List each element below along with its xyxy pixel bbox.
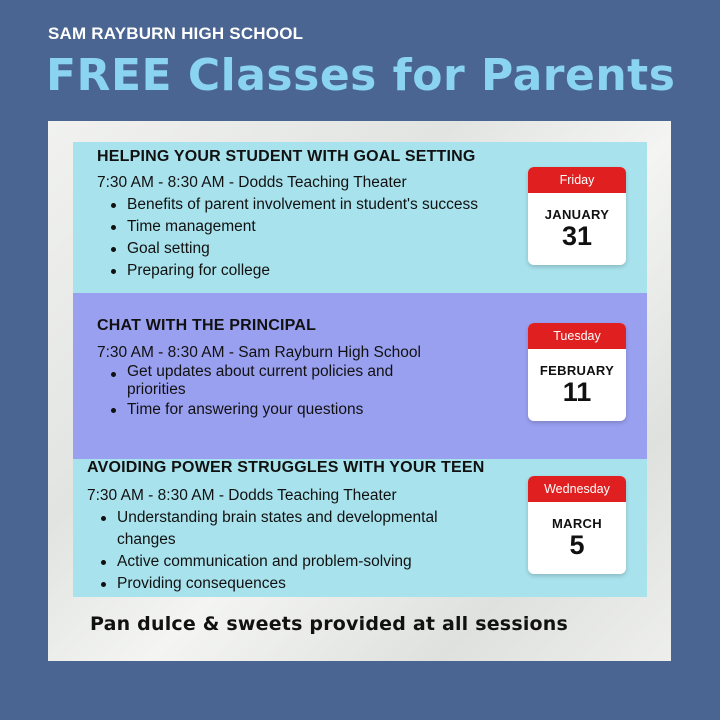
session-bullets — [97, 507, 477, 595]
footer-note: Pan dulce & sweets provided at all sessions — [90, 613, 569, 635]
session-power-struggles — [73, 459, 647, 597]
session-title: AVOIDING POWER STRUGGLES WITH YOUR TEEN — [87, 459, 485, 476]
session-title: HELPING YOUR STUDENT WITH GOAL SETTING — [97, 148, 476, 165]
bullet-item: Benefits of parent involvement in student's success — [107, 194, 537, 216]
bullet-item: Time for answering your questions — [107, 399, 447, 421]
calendar-month: JANUARY — [544, 207, 610, 222]
session-time: 7:30 AM - 8:30 AM - Dodds Teaching Theater — [97, 174, 407, 191]
session-chat-principal — [73, 293, 647, 459]
bullet-item: Preparing for college — [107, 260, 537, 282]
session-time: 7:30 AM - 8:30 AM - Sam Rayburn High School — [97, 344, 421, 361]
school-name: SAM RAYBURN HIGH SCHOOL — [48, 24, 304, 43]
session-bullets — [107, 363, 447, 421]
calendar-icon — [528, 323, 626, 421]
calendar-date: 5 — [569, 530, 585, 560]
calendar-day: Tuesday — [528, 323, 626, 349]
calendar-day: Friday — [528, 167, 626, 193]
bullet-item: Active communication and problem-solving — [97, 551, 477, 573]
calendar-icon — [528, 167, 626, 265]
bullet-item: Providing consequences — [97, 573, 477, 595]
calendar-month: MARCH — [552, 516, 602, 531]
page-title: FREE Classes for Parents — [46, 50, 676, 101]
bullet-item: Time management — [107, 216, 537, 238]
bullet-item: Get updates about current policies and priorities — [107, 363, 447, 399]
session-bullets — [107, 194, 537, 282]
calendar-month: FEBRUARY — [539, 363, 615, 378]
schedule-paper — [48, 121, 671, 661]
calendar-date: 11 — [562, 377, 592, 407]
bullet-item: Understanding brain states and developmental changes — [97, 507, 477, 551]
bullet-item: Goal setting — [107, 238, 537, 260]
calendar-day: Wednesday — [528, 476, 626, 502]
session-time: 7:30 AM - 8:30 AM - Dodds Teaching Theater — [87, 487, 397, 504]
session-title: CHAT WITH THE PRINCIPAL — [97, 317, 317, 334]
calendar-date: 31 — [561, 221, 593, 251]
session-goal-setting — [73, 142, 647, 293]
calendar-icon — [528, 476, 626, 574]
